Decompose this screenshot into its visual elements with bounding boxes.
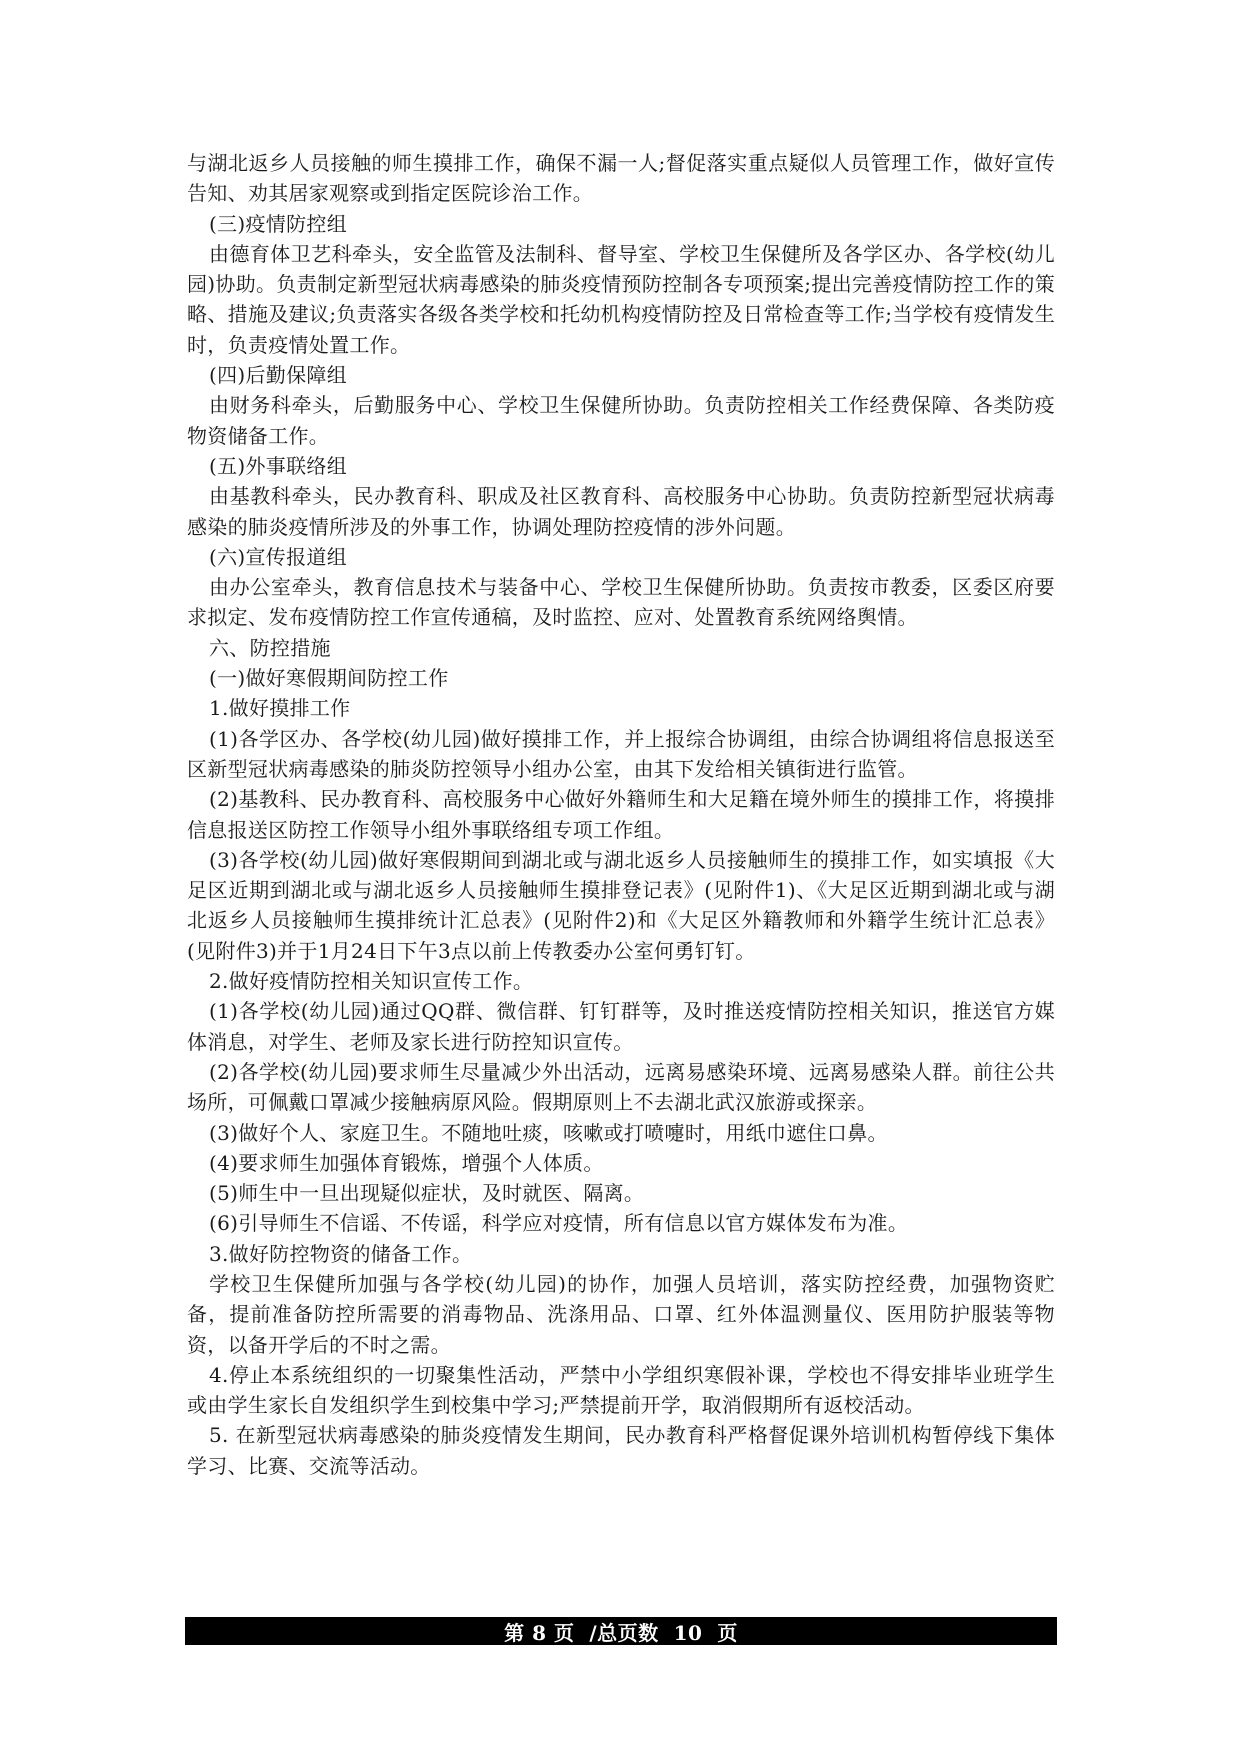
paragraph: 由办公室牵头，教育信息技术与装备中心、学校卫生保健所协助。负责按市教委，区委区府要求拟定、发布疫情防控工作宣传通稿，及时监控、应对、处置教育系统网络舆情。 [187,575,1055,630]
list-item: (3)做好个人、家庭卫生。不随地吐痰，咳嗽或打喷嚏时，用纸巾遮住口鼻。 [209,1120,888,1145]
list-item: (2)基教科、民办教育科、高校服务中心做好外籍师生和大足籍在境外师生的摸排工作，将摸排信息报送区防控工作领导小组外事联络组专项工作组。 [187,787,1055,842]
page-footer-bar [185,1617,1057,1645]
list-item: (4)要求师生加强体育锻炼，增强个人体质。 [209,1150,604,1175]
list-item: (1)各学区办、各学校(幼儿园)做好摸排工作，并上报综合协调组，由综合协调组将信息报送至区新型冠状病毒感染的肺炎防控领导小组办公室，由其下发给相关镇街进行监管。 [187,726,1055,781]
list-item: (2)各学校(幼儿园)要求师生尽量减少外出活动，远离易感染环境、远离易感染人群。前往公共场所，可佩戴口罩减少接触病原风险。假期原则上不去湖北武汉旅游或探亲。 [187,1059,1055,1115]
list-item: (5)师生中一旦出现疑似症状，及时就医、隔离。 [209,1181,645,1206]
document-body [187,148,1055,1481]
paragraph: 由德育体卫艺科牵头，安全监管及法制科、督导室、学校卫生保健所及各学区办、各学校(幼儿园)协助。负责制定新型冠状病毒感染的肺炎疫情预防控制各专项预案;提出完善疫情防控工作的策略、措施及建议;负责落实各级各类学校和托幼机构疫情防控及日常检查等工作;当学校有疫情发生时，负责疫情处置工作。 [187,241,1055,357]
paragraph: 由基教科牵头，民办教育科、职成及社区教育科、高校服务中心协助。负责防控新型冠状病毒感染的肺炎疫情所涉及的外事工作，协调处理防控疫情的涉外问题。 [187,484,1055,539]
section-heading: (一)做好寒假期间防控工作 [209,666,449,691]
page-number-label: 第 8 页 /总页数 10 页 [504,1620,738,1645]
paragraph: 与湖北返乡人员接触的师生摸排工作，确保不漏一人;督促落实重点疑似人员管理工作，做好宣传告知、劝其居家观察或到指定医院诊治工作。 [187,151,1055,206]
paragraph: 5. 在新型冠状病毒感染的肺炎疫情发生期间，民办教育科严格督促课外培训机构暂停线下集体学习、比赛、交流等活动。 [187,1423,1055,1478]
section-heading: (六)宣传报道组 [209,544,348,569]
section-heading: (五)外事联络组 [209,453,348,478]
subsection-heading: 1.做好摸排工作 [209,696,351,721]
section-heading: (四)后勤保障组 [209,363,348,388]
paragraph: 学校卫生保健所加强与各学校(幼儿园)的协作，加强人员培训，落实防控经费，加强物资贮备，提前准备防控所需要的消毒物品、洗涤用品、口罩、红外体温测量仪、医用防护服装等物资，以备开学后的不时之需。 [187,1271,1055,1357]
paragraph: 由财务科牵头，后勤服务中心、学校卫生保健所协助。负责防控相关工作经费保障、各类防疫物资储备工作。 [187,393,1055,448]
chapter-heading: 六、防控措施 [209,635,331,660]
list-item: (1)各学校(幼儿园)通过QQ群、微信群、钉钉群等，及时推送疫情防控相关知识，推送官方媒体消息，对学生、老师及家长进行防控知识宣传。 [187,999,1055,1054]
subsection-heading: 3.做好防控物资的储备工作。 [209,1241,473,1266]
paragraph: 4.停止本系统组织的一切聚集性活动，严禁中小学组织寒假补课，学校也不得安排毕业班学生或由学生家长自发组织学生到校集中学习;严禁提前开学，取消假期所有返校活动。 [187,1362,1055,1418]
list-item: (6)引导师生不信谣、不传谣，科学应对疫情，所有信息以官方媒体发布为准。 [209,1211,909,1236]
subsection-heading: 2.做好疫情防控相关知识宣传工作。 [209,969,534,994]
list-item: (3)各学校(幼儿园)做好寒假期间到湖北或与湖北返乡人员接触师生的摸排工作，如实填报《大足区近期到湖北或与湖北返乡人员接触师生摸排登记表》(见附件1)、《大足区近期到湖北或与湖北返乡人员接触师生摸排统计汇总表》(见附件2)和《大足区外籍教师和外籍学生统计汇总表》(见附件3)并于1月24日下午3点以前上传教委办公室何勇钉钉。 [187,847,1055,963]
section-heading: (三)疫情防控组 [209,211,348,236]
